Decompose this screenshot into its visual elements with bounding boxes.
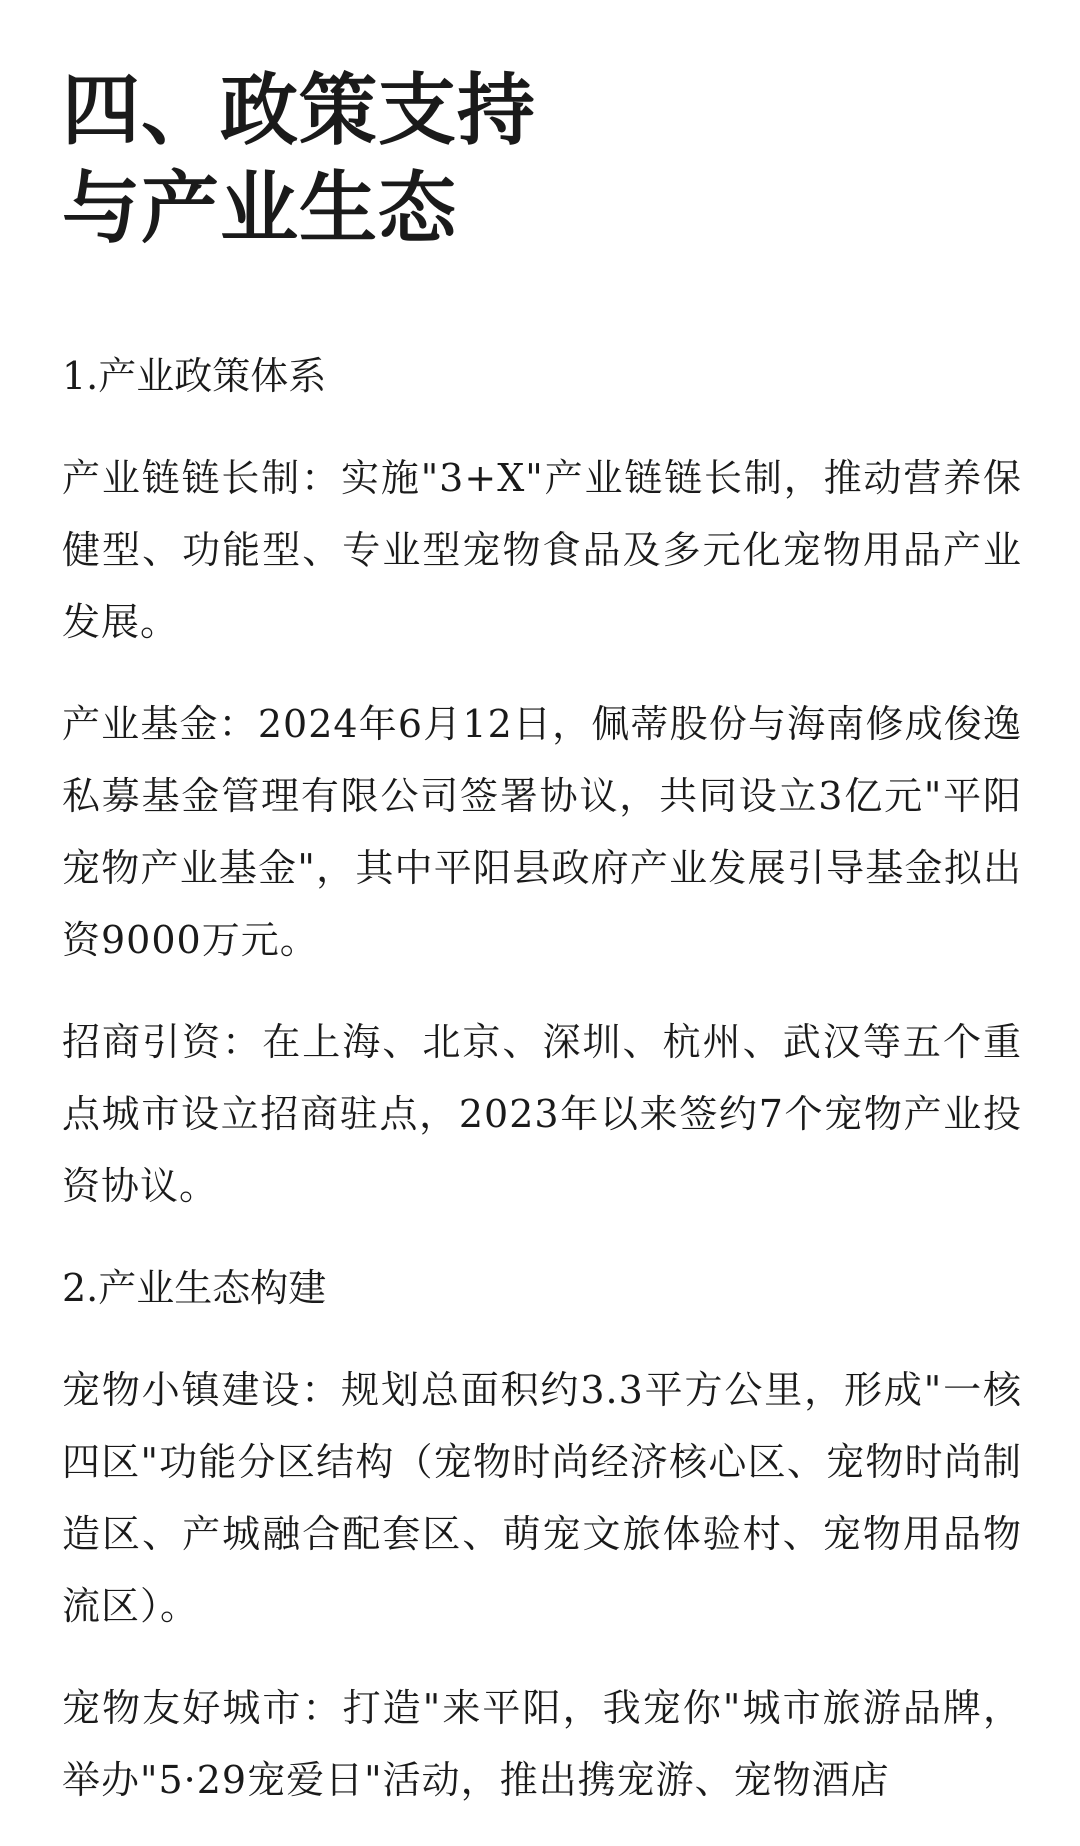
article [62, 62, 1022, 1846]
paragraph-pet-friendly-city: 宠物友好城市：打造"来平阳，我宠你"城市旅游品牌，举办"5·29宠爱日"活动，推出携宠游、宠物酒店 [62, 1686, 1022, 1802]
paragraph-investment-attraction: 招商引资：在上海、北京、深圳、杭州、武汉等五个重点城市设立招商驻点，2023年以来签约7个宠物产业投资协议。 [62, 1020, 1022, 1208]
article-body [62, 340, 1022, 1816]
section-heading: 1.产业政策体系 [62, 354, 327, 398]
paragraph-chain-leader: 产业链链长制：实施"3+X"产业链链长制，推动营养保健型、功能型、专业型宠物食品及多元化宠物用品产业发展。 [62, 456, 1022, 644]
page-title-line-2: 与产业生态 [62, 163, 458, 254]
paragraph-pet-town: 宠物小镇建设：规划总面积约3.3平方公里，形成"一核四区"功能分区结构（宠物时尚经济核心区、宠物时尚制造区、产城融合配套区、萌宠文旅体验村、宠物用品物流区）。 [62, 1368, 1022, 1628]
page-title-line-1: 四、政策支持 [62, 65, 537, 156]
section-heading: 2.产业生态构建 [62, 1266, 327, 1310]
paragraph-industry-fund: 产业基金：2024年6月12日，佩蒂股份与海南修成俊逸私募基金管理有限公司签署协议，共同设立3亿元"平阳宠物产业基金"，其中平阳县政府产业发展引导基金拟出资9000万元。 [62, 702, 1022, 962]
page-title [62, 62, 1022, 258]
section-industry-ecosystem [62, 1252, 1022, 1816]
section-industry-policy [62, 340, 1022, 1222]
